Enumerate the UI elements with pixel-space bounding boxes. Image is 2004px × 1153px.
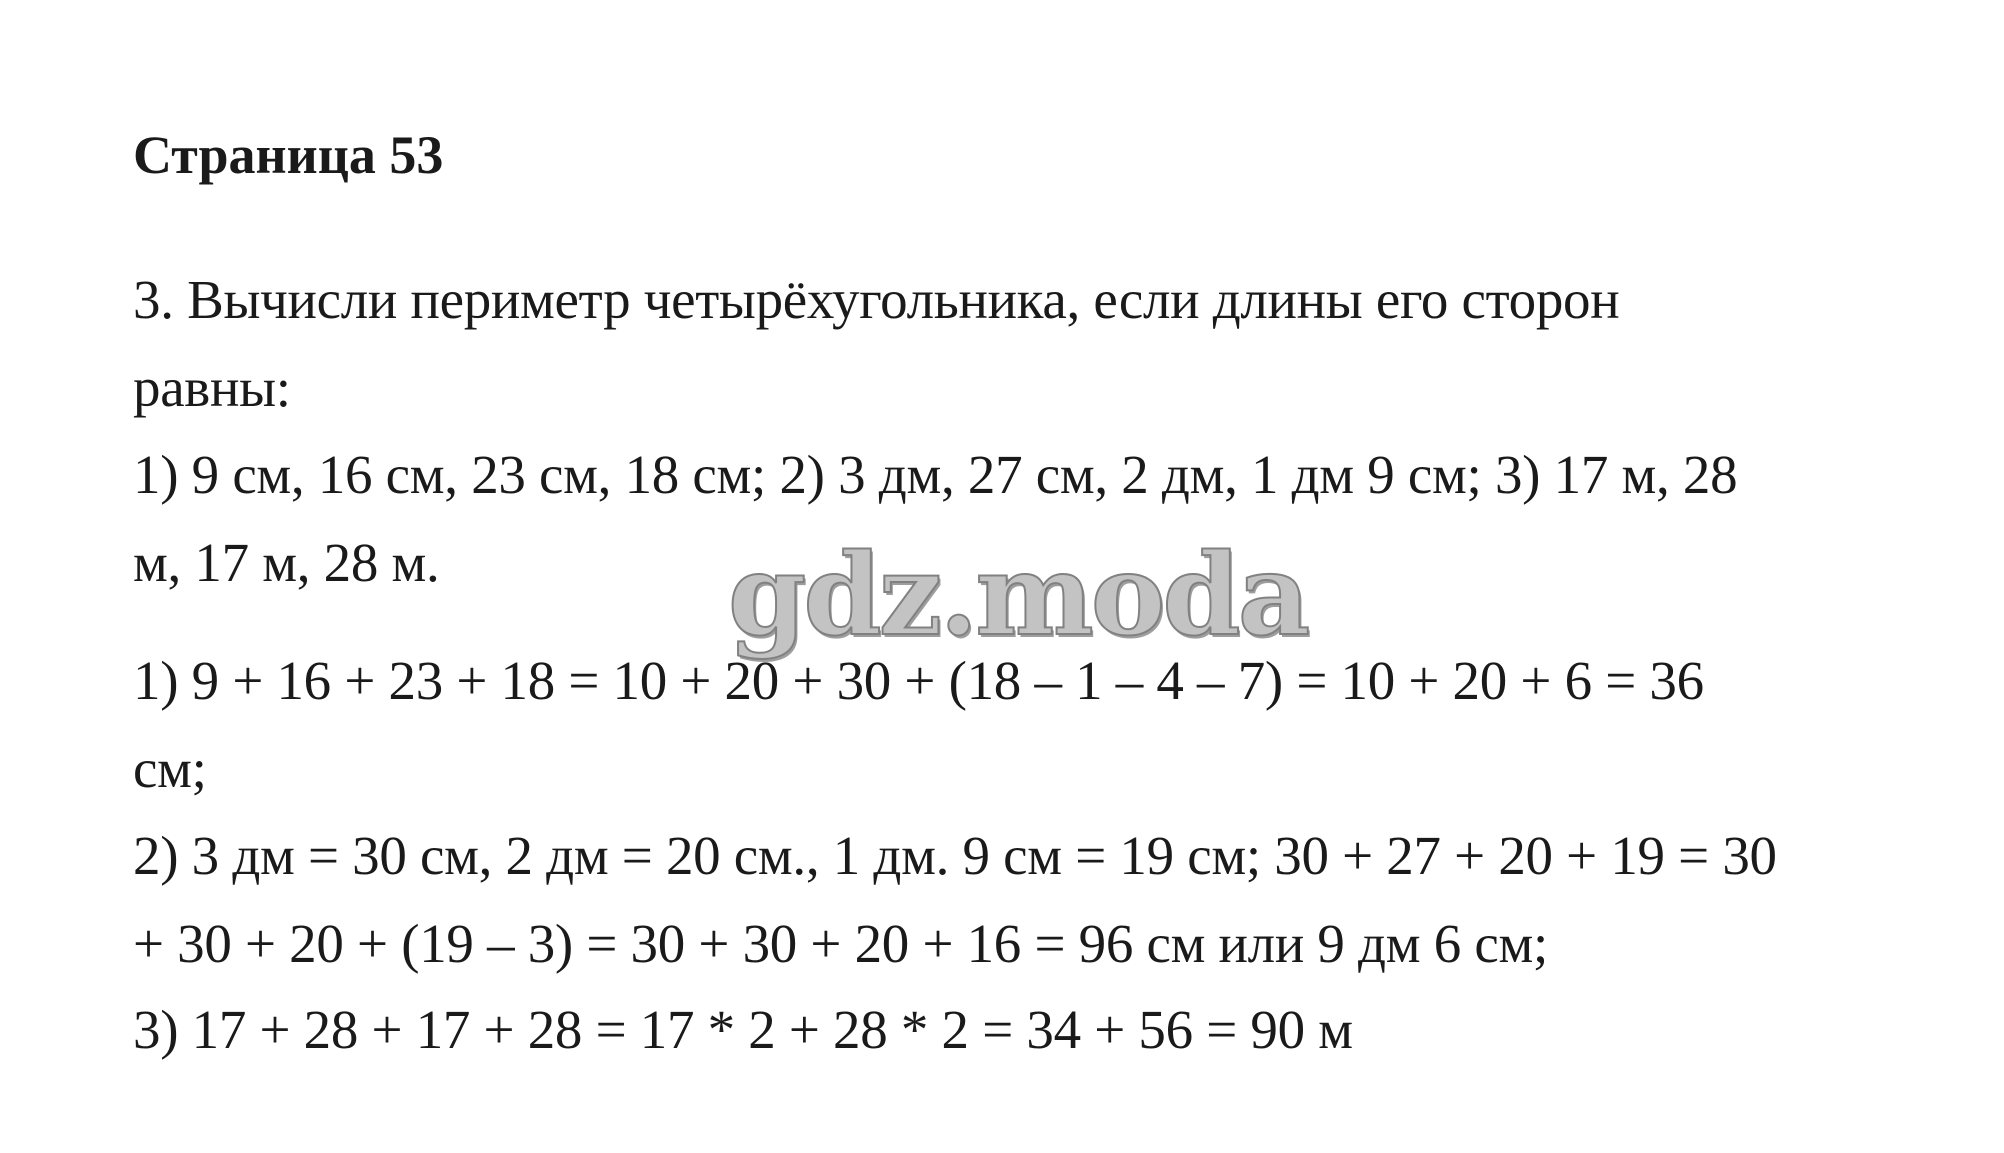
task-line-3: 1) 9 см, 16 см, 23 см, 18 см; 2) 3 дм, 27 см, 2 дм, 1 дм 9 см; 3) 17 м, 28 xyxy=(133,444,1738,505)
task-line-4: м, 17 м, 28 м. xyxy=(133,532,440,593)
task-line-2: равны: xyxy=(133,357,291,418)
solution-line-3: 2) 3 дм = 30 см, 2 дм = 20 см., 1 дм. 9 см = 19 см; 30 + 27 + 20 + 19 = 30 xyxy=(133,825,1777,886)
watermark-logo: gdz.moda xyxy=(728,530,1308,661)
page-title: Страница 53 xyxy=(133,125,444,185)
solution-line-5: 3) 17 + 28 + 17 + 28 = 17 * 2 + 28 * 2 = 34 + 56 = 90 м xyxy=(133,999,1353,1060)
solution-line-2: см; xyxy=(133,738,207,799)
solution-line-4: + 30 + 20 + (19 – 3) = 30 + 30 + 20 + 16 = 96 см или 9 дм 6 см; xyxy=(133,913,1548,974)
solution-line-1: 1) 9 + 16 + 23 + 18 = 10 + 20 + 30 + (18 – 1 – 4 – 7) = 10 + 20 + 6 = 36 xyxy=(133,650,1704,711)
task-line-1: 3. Вычисли периметр четырёхугольника, если длины его сторон xyxy=(133,269,1620,330)
